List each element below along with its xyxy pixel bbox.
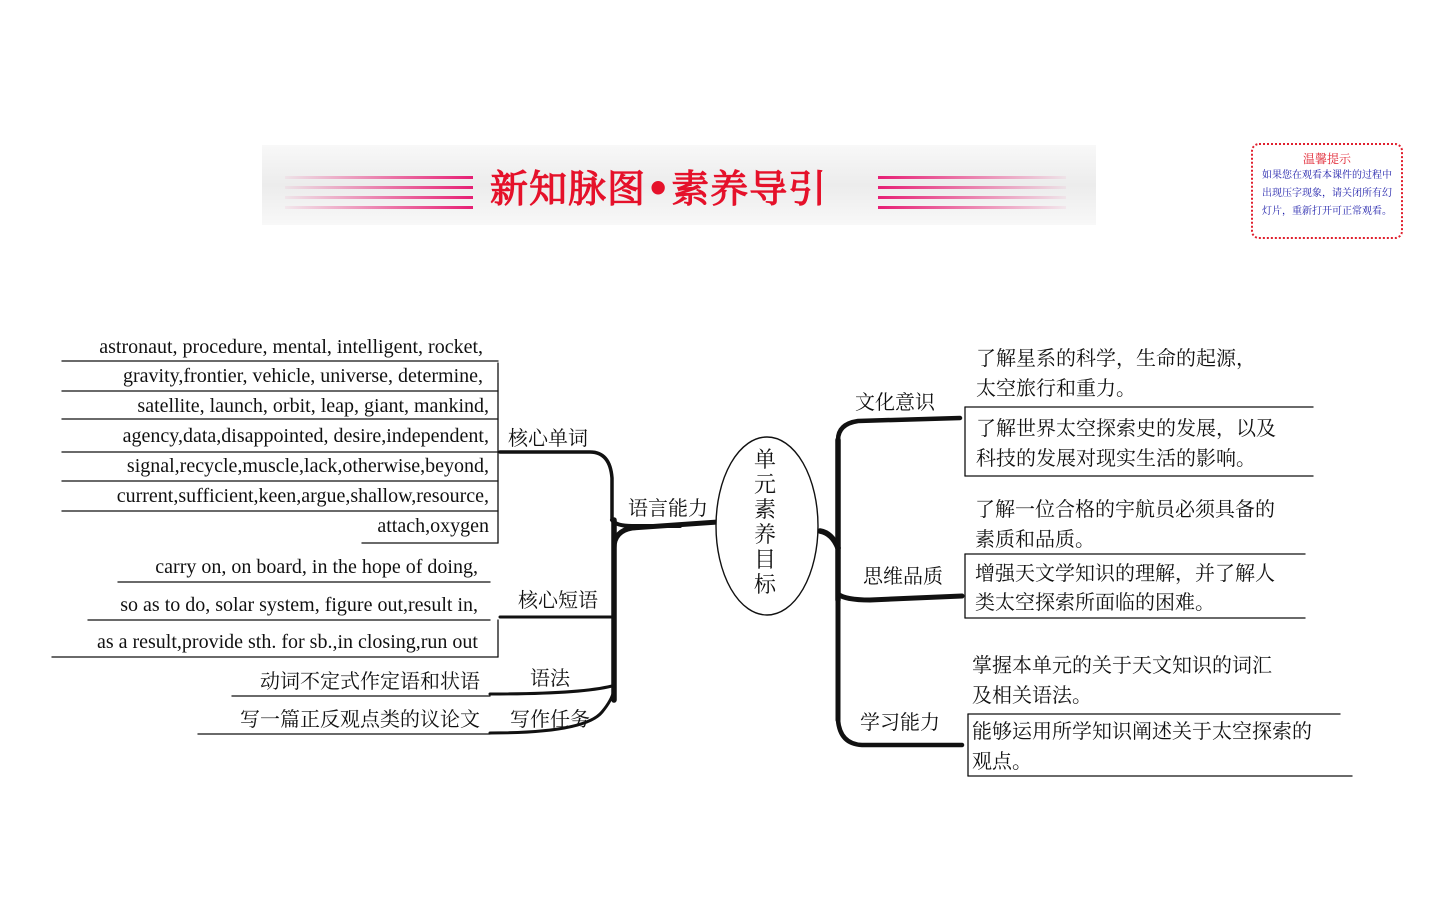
branch-grammar: 语法 — [530, 666, 570, 690]
core-phrases-line: so as to do, solar system, figure out,result in, — [120, 594, 478, 616]
learning-item-line: 掌握本单元的关于天文知识的词汇 — [972, 653, 1272, 677]
writing-task-text: 写一篇正反观点类的议论文 — [240, 707, 480, 731]
page-title: 新知脉图•素养导引 — [490, 167, 828, 211]
culture-item-line: 了解星系的科学，生命的起源， — [976, 346, 1256, 370]
thinking-item-line: 了解一位合格的宇航员必须具备的 — [975, 497, 1275, 521]
branch-culture: 文化意识 — [855, 390, 935, 414]
core-words-line: astronaut, procedure, mental, intelligent, rocket, — [99, 336, 483, 358]
branch-learning: 学习能力 — [860, 710, 940, 734]
core-phrases-line: as a result,provide sth. for sb.,in closing,run out — [96, 631, 478, 653]
learning-item-line: 及相关语法。 — [972, 683, 1092, 707]
culture-item-line: 科技的发展对现实生活的影响。 — [976, 446, 1256, 470]
learning-item-line: 能够运用所学知识阐述关于太空探索的 — [972, 719, 1312, 743]
core-words-line: agency,data,disappointed, desire,independent, — [122, 425, 489, 447]
core-words-line: gravity,frontier, vehicle, universe, determine, — [123, 365, 483, 387]
core-words-line: satellite, launch, orbit, leap, giant, mankind, — [137, 395, 489, 417]
core-words-line: attach,oxygen — [377, 515, 489, 537]
branch-core-phrases: 核心短语 — [518, 588, 598, 612]
thinking-item-line: 增强天文学知识的理解，并了解人 — [975, 561, 1275, 585]
core-phrases-line: carry on, on board, in the hope of doing, — [155, 556, 478, 578]
center-node-label: 单元素养目标 — [753, 448, 776, 598]
tip-body: 如果您在观看本课件的过程中出现压字现象，请关闭所有幻灯片，重新打开可正常观看。 — [1262, 170, 1392, 217]
grammar-text: 动词不定式作定语和状语 — [260, 669, 480, 693]
thinking-item-line: 类太空探索所面临的困难。 — [975, 590, 1215, 614]
branch-core-words: 核心单词 — [508, 426, 588, 450]
tip-title: 温馨提示 — [1302, 152, 1351, 166]
culture-item-line: 太空旅行和重力。 — [976, 376, 1136, 400]
branch-language-ability: 语言能力 — [628, 496, 708, 520]
branch-writing-task: 写作任务 — [510, 707, 590, 731]
thinking-item-line: 素质和品质。 — [975, 527, 1095, 551]
culture-item-line: 了解世界太空探索史的发展，以及 — [976, 416, 1276, 440]
core-words-line: signal,recycle,muscle,lack,otherwise,beyond, — [126, 455, 489, 477]
core-words-line: current,sufficient,keen,argue,shallow,resource, — [116, 485, 489, 507]
branch-thinking: 思维品质 — [863, 564, 943, 588]
learning-item-line: 观点。 — [972, 749, 1032, 773]
